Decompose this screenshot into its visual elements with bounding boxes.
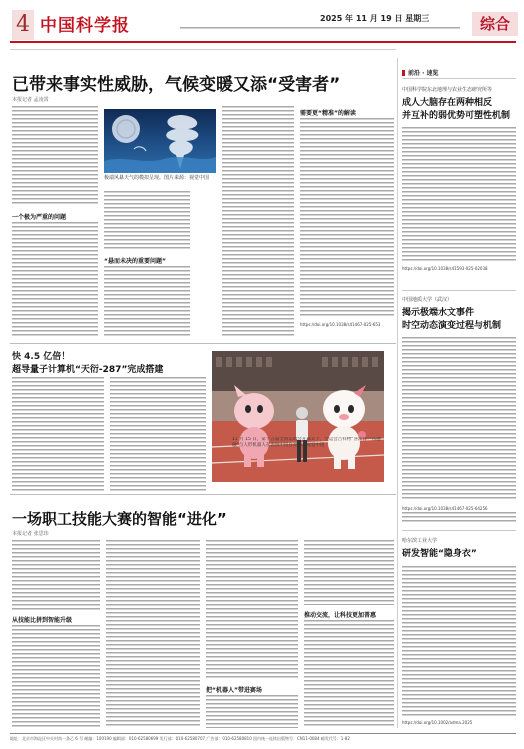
lead-body-col2 [104, 191, 190, 251]
sidebar-item1-body [402, 127, 516, 261]
story-divider-2 [10, 494, 396, 495]
secondary-body-col1 [12, 377, 104, 491]
section-tab: 综合 [472, 12, 518, 36]
sidebar-item1-source: 中国科学院东北地理与农业生态研究所等 [402, 87, 493, 93]
lead-body-col1 [12, 106, 98, 206]
secondary-body-col2 [110, 377, 206, 491]
page-number: 4 [12, 10, 34, 40]
storm-illustration [104, 109, 216, 173]
sidebar-rule [402, 78, 516, 79]
sidebar-item2-doi: https://doi.org/10.1038/s41467-025-64256 [402, 506, 488, 511]
sidebar-item1-headline-2: 并互补的弱优势可塑性机制 [402, 111, 511, 121]
bottom-subhead-1: 从技能比拼到智能升级 [12, 617, 73, 624]
column-divider [397, 58, 398, 728]
sidebar-item2-body [402, 337, 516, 501]
bottom-body-col1 [12, 540, 100, 610]
sidebar-item1-headline-1: 成人大脑存在两种相反 [402, 98, 493, 108]
newspaper-logo: 中国科学报 [40, 16, 130, 36]
sidebar-item2-refs [402, 512, 516, 522]
sidebar-section-label: 前沿 · 速览 [402, 68, 438, 77]
bottom-body-col3b [206, 695, 298, 728]
sidebar-item2-headline-1: 揭示极端水文事件 [402, 308, 475, 318]
sidebar-item1-doi: https://doi.org/10.1038/s41593-025-02038 [402, 266, 488, 271]
footer-rule [10, 733, 516, 734]
sidebar-item3-headline: 研发智能“隐身衣” [402, 549, 477, 559]
masthead-rule [10, 41, 516, 43]
sidebar-item2-source: 中国地质大学（武汉） [402, 297, 453, 303]
lead-body-col4 [300, 118, 394, 318]
sidebar-item2-headline-2: 时空动态演变过程与机制 [402, 321, 502, 331]
image-caption: 极端风暴天气的模拟呈现。图片来源：视觉中国 [104, 175, 210, 181]
bottom-body-col4 [304, 540, 394, 605]
bottom-body-col4b [304, 620, 394, 728]
lead-subhead-2: “悬而未决的重要问题” [104, 258, 166, 265]
footer-imprint: 地址：北京市海淀区中关村南一条乙 6 号 邮编：100190 编辑部：010-62580699 发行部：010-62580707 广告部：010-62580810 国内统一连续出版物号：CN11-0084 邮发代号：1-82 [10, 736, 350, 741]
bottom-byline: 本报记者 张思玮 [12, 531, 49, 537]
bottom-body-col1b [12, 625, 100, 728]
bottom-body-col3 [206, 540, 298, 680]
photo-caption: 11 月 15 日，第十五届全国运动会开幕式上，全运会吉祥物“喜洋洋”“乐融融”与人形机器人在表演中同台亮相。视觉中国 [232, 437, 381, 448]
sidebar-item3-doi: https://doi.org/10.1002/adma.2025 [402, 720, 473, 725]
lead-headline: 已带来事实性威胁，气候变暖又添“受害者” [12, 75, 341, 95]
sidebar-rule-2 [402, 290, 516, 291]
lead-doi: https://doi.org/10.1038/s41467-025-653 [300, 322, 381, 327]
bottom-body-col2 [106, 540, 200, 728]
lead-subhead-3: 需要更“精准”的解读 [300, 110, 356, 117]
lead-body-col2b [104, 266, 190, 338]
lead-subhead-1: 一个极为严重的问题 [12, 214, 67, 221]
lead-body-col1b [12, 222, 98, 338]
contact-line [180, 27, 460, 30]
sidebar-item3-body [402, 566, 516, 716]
section-rule [10, 49, 396, 50]
issue-date: 2025 年 11 月 19 日 星期三 [320, 14, 430, 23]
lead-body-col3 [222, 106, 294, 338]
secondary-kicker: 快 4.5 亿倍！ [12, 352, 71, 362]
lead-byline: 本报记者 孟凌霄 [12, 97, 49, 103]
bottom-subhead-2: 把“机器人”带进赛场 [206, 687, 262, 694]
sidebar-rule-3 [402, 530, 516, 531]
bottom-headline: 一场职工技能大赛的智能“进化” [12, 510, 227, 528]
sidebar-item3-source: 哈尔滨工业大学 [402, 538, 438, 544]
bottom-subhead-3: 推动交流，让科技更加普惠 [304, 612, 377, 619]
story-divider [10, 343, 396, 344]
secondary-headline: 超导量子计算机“天衍-287”完成搭建 [12, 365, 164, 375]
